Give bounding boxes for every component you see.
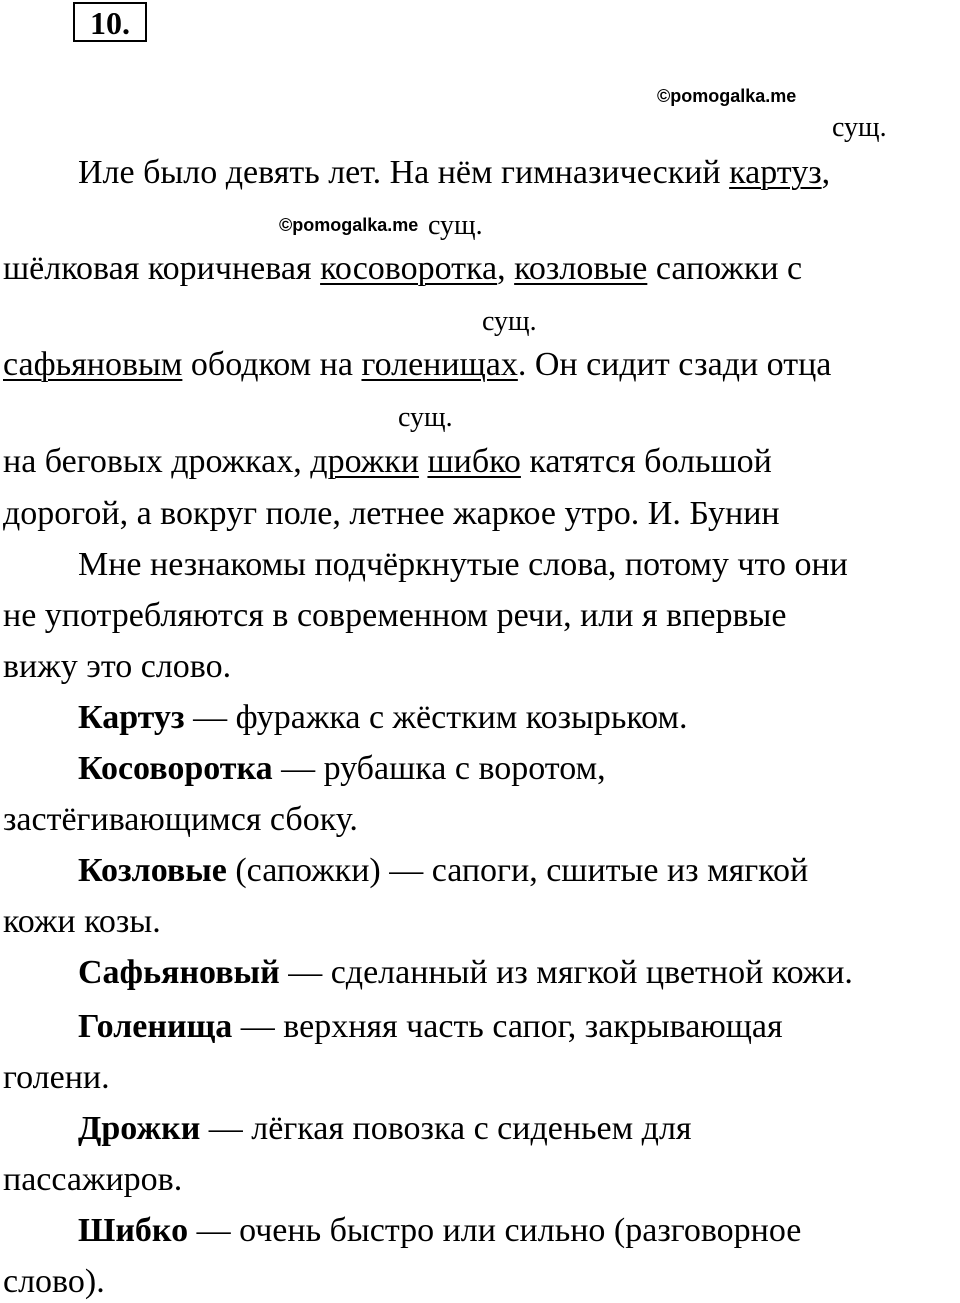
watermark: ©pomogalka.me xyxy=(279,215,419,235)
pos-note-noun: сущ. xyxy=(482,306,537,337)
definition-continuation: застёгивающимся сбоку. xyxy=(3,801,358,838)
watermark: ©pomogalka.me xyxy=(657,86,797,106)
passage-text: ободком на xyxy=(182,346,362,383)
underlined-word: картуз xyxy=(729,154,822,191)
definition-term: Шибко xyxy=(78,1212,189,1249)
underlined-word: шибко xyxy=(427,443,521,480)
explanation-line: не употребляются в современном речи, или я впервые xyxy=(3,597,787,634)
definition-text: — рубашка с воротом, xyxy=(272,750,606,787)
definition-kozlovye xyxy=(78,854,808,888)
passage-text: катятся большой xyxy=(520,443,772,480)
passage-text: , xyxy=(821,154,831,191)
definition-term: Картуз xyxy=(78,699,185,736)
definition-continuation: пассажиров. xyxy=(3,1161,183,1198)
definition-text: — фуражка с жёстким козырьком. xyxy=(184,699,688,736)
definition-term: Сафьяновый xyxy=(78,954,280,991)
underlined-word: сафьяновым xyxy=(3,346,183,383)
passage-line xyxy=(78,156,830,190)
definition-text: — очень быстро или сильно (разговорное xyxy=(188,1212,802,1249)
passage-line: дорогой, а вокруг поле, летнее жаркое утро. И. Бунин xyxy=(3,495,780,532)
underlined-word: голенищах xyxy=(361,346,518,383)
definition-kartuz xyxy=(78,701,688,735)
pos-note-noun: сущ. xyxy=(428,210,483,241)
definition-drozhki xyxy=(78,1112,692,1146)
passage-text: , xyxy=(497,250,515,287)
definition-term: Косоворотка xyxy=(78,750,273,787)
explanation-line: Мне незнакомы подчёркнутые слова, потому что они xyxy=(78,546,848,583)
definition-term: Голенища xyxy=(78,1008,233,1045)
passage-text: . Он сидит сзади отца xyxy=(517,346,832,383)
definition-continuation: кожи козы. xyxy=(3,903,161,940)
definition-text: — сделанный из мягкой цветной кожи. xyxy=(279,954,853,991)
passage-line xyxy=(3,252,802,286)
passage-text: Иле было девять лет. На нём гимназический xyxy=(78,154,730,191)
definition-continuation: слово). xyxy=(3,1263,105,1300)
passage-text: шёлковая коричневая xyxy=(3,250,321,287)
underlined-word: козловые xyxy=(514,250,648,287)
passage-line xyxy=(3,348,831,382)
definition-safyanovy xyxy=(78,956,853,990)
definition-term: Дрожки xyxy=(78,1110,201,1147)
exercise-number: 10. xyxy=(73,2,147,42)
passage-text: на беговых дрожках, xyxy=(3,443,311,480)
definition-term: Козловые xyxy=(78,852,227,889)
passage-line xyxy=(3,445,772,479)
pos-note-noun: сущ. xyxy=(832,112,887,143)
underlined-word: дрожки xyxy=(310,443,419,480)
explanation-line: вижу это слово. xyxy=(3,648,232,685)
definition-shibko xyxy=(78,1214,801,1248)
definition-text: — лёгкая повозка с сиденьем для xyxy=(200,1110,692,1147)
definition-golenishcha xyxy=(78,1010,783,1044)
definition-continuation: голени. xyxy=(3,1059,110,1096)
definition-kosovorotka xyxy=(78,752,606,786)
passage-text: сапожки с xyxy=(647,250,803,287)
underlined-word: косоворотка xyxy=(320,250,498,287)
definition-text: — верхняя часть сапог, закрывающая xyxy=(232,1008,783,1045)
pos-note-noun: сущ. xyxy=(398,402,453,433)
definition-text: (сапожки) — сапоги, сшитые из мягкой xyxy=(226,852,809,889)
